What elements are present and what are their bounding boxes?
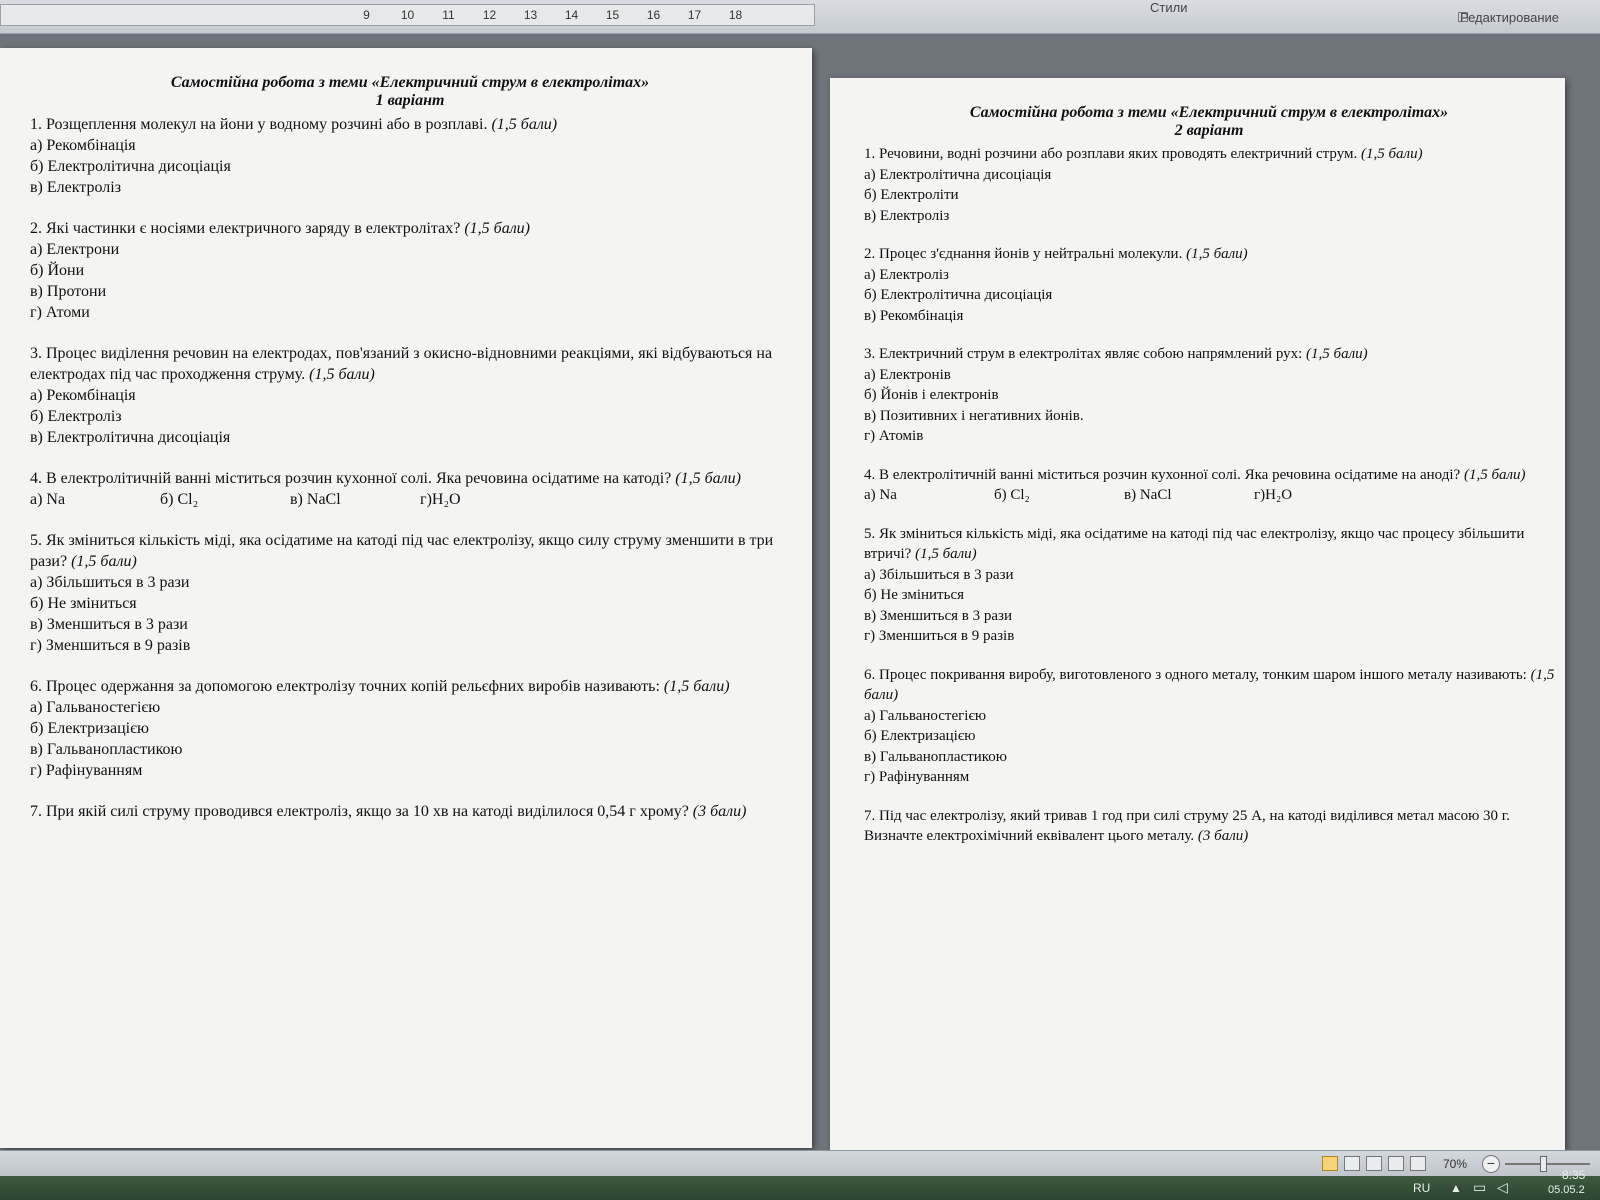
- question-prompt: 3. Електричний струм в електролітах являє собою напрямлений рух:: [864, 346, 1303, 362]
- document-workspace[interactable]: [0, 34, 1600, 1150]
- question-text: [30, 343, 812, 385]
- question-points: (3 бали): [692, 803, 747, 820]
- answer-option: а) Електроліз: [864, 266, 949, 283]
- doc-variant: 1 варіант: [375, 92, 445, 109]
- question-text: [30, 676, 812, 697]
- question-points: (1,5 бали): [1361, 146, 1423, 162]
- ruler-tick-label: 15: [605, 8, 620, 22]
- document-page-variant-2[interactable]: [830, 78, 1565, 1150]
- answer-option: г) Рафінуванням: [30, 762, 143, 779]
- question-text: [864, 665, 1565, 706]
- answer-option: г)H₂O: [420, 491, 461, 508]
- answer-option: а) Гальваностегією: [30, 699, 161, 716]
- answers-row: [864, 485, 1565, 506]
- answer-option: в) Зменшиться в 3 рази: [864, 607, 1012, 624]
- question-block: [30, 114, 812, 198]
- question-block: [864, 806, 1565, 847]
- ruler-tick-label: 9: [363, 8, 370, 22]
- answer-option: б) Електроліз: [30, 408, 122, 425]
- zoom-level[interactable]: 70%: [1443, 1157, 1468, 1171]
- question-block: [30, 218, 812, 323]
- status-bar: [0, 1150, 1600, 1176]
- answer-option: а) Електронів: [864, 366, 951, 383]
- question-text: [30, 801, 812, 822]
- question-text: [864, 244, 1565, 265]
- answer-option: г) Рафінуванням: [864, 769, 970, 785]
- answer-option: г) Атоми: [30, 304, 90, 321]
- question-text: [864, 144, 1565, 165]
- question-block: [30, 530, 812, 656]
- question-points: (1,5 бали): [1186, 246, 1248, 262]
- ribbon: [0, 0, 1600, 34]
- answer-option: б) Електризацією: [30, 720, 149, 737]
- question-prompt: 4. В електролітичній ванні міститься розчин кухонної солі. Яка речовина осідатиме на катоді?: [30, 470, 672, 487]
- print-layout-view-icon[interactable]: [1322, 1156, 1338, 1171]
- answer-option: в) Рекомбінація: [864, 307, 964, 324]
- answer-option: б) Електроліти: [864, 187, 959, 203]
- answer-option: б) Електролітична дисоціація: [30, 158, 231, 175]
- question-points: (1,5 бали): [491, 116, 558, 133]
- question-prompt: 5. Як зміниться кількість міді, яка осідатиме на катоді під час електролізу, якщо силу струму зменшити в три рази?: [30, 532, 774, 570]
- question-points: (1,5 бали): [864, 666, 1555, 703]
- zoom-slider-thumb[interactable]: [1540, 1156, 1547, 1172]
- question-block: [30, 676, 812, 781]
- answer-option: б) Йонів і електронів: [864, 387, 999, 403]
- question-block: [864, 465, 1565, 506]
- question-text: [30, 218, 812, 239]
- answer-option: б) Не зміниться: [30, 595, 137, 612]
- answer-option: а) Збільшиться в 3 рази: [30, 574, 190, 591]
- ruler-tick-label: 17: [687, 8, 702, 22]
- styles-group-label: Стили: [1150, 0, 1188, 15]
- question-list: [864, 144, 1565, 847]
- question-points: (1,5 бали): [675, 470, 741, 487]
- zoom-out-button[interactable]: −: [1482, 1155, 1500, 1173]
- question-prompt: 3. Процес виділення речовин на електродах, пов'язаний з окисно-відновними реакціями, які відбуваються на електродах під час проходження струму.: [30, 345, 773, 383]
- answer-option: г) Зменшиться в 9 разів: [30, 637, 191, 654]
- doc-title: Самостійна робота з теми «Електричний струм в електролітах»: [969, 104, 1449, 121]
- question-points: (3 бали): [1197, 828, 1249, 844]
- answer-option: в) Гальванопластикою: [30, 741, 183, 758]
- draft-view-icon[interactable]: [1410, 1156, 1426, 1171]
- question-text: [30, 468, 812, 489]
- question-prompt: 6. Процес одержання за допомогою електролізу точних копій рельєфних виробів називають:: [30, 678, 660, 695]
- taskbar: [0, 1168, 1600, 1200]
- answers-row: [30, 489, 812, 510]
- question-block: [864, 244, 1565, 326]
- question-prompt: 2. Процес з'єднання йонів у нейтральні молекули.: [864, 246, 1183, 262]
- question-block: [30, 801, 812, 822]
- ruler-tick-label: 10: [400, 8, 415, 22]
- answer-option: в) NaCl: [290, 491, 341, 508]
- answer-option: в) Гальванопластикою: [864, 748, 1007, 765]
- ruler-tick-label: 14: [564, 8, 579, 22]
- network-icon[interactable]: ▭: [1473, 1179, 1487, 1195]
- question-block: [864, 524, 1565, 647]
- answer-option: б) Йони: [30, 262, 85, 279]
- question-points: (1,5 бали): [1463, 466, 1526, 483]
- question-prompt: 6. Процес покривання виробу, виготовленого з одного металу, тонким шаром іншого металу називають:: [864, 666, 1527, 683]
- question-points: (1,5 бали): [71, 553, 137, 570]
- question-prompt: 1. Речовини, водні розчини або розплави яких проводять електричний струм.: [864, 146, 1358, 162]
- answer-option: а) Гальваностегією: [864, 707, 987, 724]
- answer-option: г) Зменшиться в 9 разів: [864, 628, 1015, 644]
- question-prompt: 1. Розщеплення молекул на йони у водному розчині або в розплаві.: [30, 116, 488, 133]
- doc-title: Самостійна робота з теми «Електричний струм в електролітах»: [170, 74, 650, 91]
- question-text: [864, 344, 1565, 365]
- answer-option: в) Протони: [30, 283, 107, 300]
- ruler-tick-label: 11: [442, 8, 455, 22]
- question-block: [30, 468, 812, 510]
- question-prompt: 2. Які частинки є носіями електричного заряду в електролітах?: [30, 220, 461, 237]
- question-text: [30, 530, 812, 572]
- question-points: (1,5 бали): [1306, 346, 1368, 362]
- answer-option: в) Електролітична дисоціація: [30, 429, 231, 446]
- question-points: (1,5 бали): [309, 366, 375, 383]
- document-page-variant-1[interactable]: [0, 48, 812, 1148]
- answer-option: г)H₂O: [1254, 487, 1293, 503]
- zoom-slider-track[interactable]: [1505, 1163, 1590, 1165]
- answer-option: в) Позитивних і негативних йонів.: [864, 407, 1084, 424]
- question-list: [30, 114, 812, 822]
- ruler-tick-label: 12: [482, 8, 497, 22]
- question-text: [864, 806, 1565, 847]
- clock-time[interactable]: 8:35: [1562, 1168, 1586, 1182]
- show-hidden-icons-icon[interactable]: ▲: [1450, 1181, 1462, 1195]
- answer-option: в) Електроліз: [30, 179, 122, 196]
- question-points: (1,5 бали): [464, 220, 530, 237]
- outline-view-icon[interactable]: [1388, 1156, 1404, 1171]
- answer-option: в) Електроліз: [864, 207, 950, 224]
- answer-option: г) Атомів: [864, 428, 924, 444]
- answer-option: а) Електрони: [30, 241, 120, 258]
- question-prompt: 4. В електролітичній ванні міститься розчин кухонної солі. Яка речовина осідатиме на аноді?: [864, 466, 1461, 483]
- ruler-tick-label: 18: [728, 8, 743, 22]
- question-block: [30, 343, 812, 448]
- ruler-tick-label: 16: [646, 8, 661, 22]
- question-text: [864, 465, 1565, 486]
- question-text: [30, 114, 812, 135]
- answer-option: а) Рекомбінація: [30, 137, 136, 154]
- answer-option: б) Cl₂: [160, 491, 199, 508]
- answer-option: б) Не зміниться: [864, 587, 964, 603]
- volume-icon[interactable]: ◁: [1497, 1179, 1508, 1195]
- question-points: (1,5 бали): [915, 546, 977, 562]
- answer-option: а) Збільшиться в 3 рази: [864, 566, 1014, 583]
- question-prompt: 7. При якій силі струму проводився електроліз, якщо за 10 хв на катоді виділилося 0,54 г хрому?: [30, 803, 689, 820]
- horizontal-ruler[interactable]: [0, 4, 815, 26]
- question-block: [864, 665, 1565, 788]
- answer-option: а) Na: [864, 487, 897, 503]
- answer-option: б) Cl₂: [994, 487, 1030, 503]
- language-indicator[interactable]: RU: [1413, 1181, 1431, 1195]
- doc-variant: 2 варіант: [1174, 122, 1244, 139]
- question-block: [864, 344, 1565, 447]
- answer-option: в) NaCl: [1124, 487, 1172, 503]
- answer-option: в) Зменшиться в 3 рази: [30, 616, 188, 633]
- answer-option: а) Na: [30, 491, 66, 508]
- answer-option: а) Рекомбінація: [30, 387, 136, 404]
- question-points: (1,5 бали): [663, 678, 730, 695]
- question-text: [864, 524, 1565, 565]
- answer-option: а) Електролітична дисоціація: [864, 166, 1052, 183]
- editing-button[interactable]: Редактирование: [1460, 10, 1560, 25]
- clock-date[interactable]: 05.05.2: [1548, 1184, 1585, 1196]
- full-screen-reading-view-icon[interactable]: [1344, 1156, 1360, 1171]
- ruler-tick-label: 13: [523, 8, 538, 22]
- answer-option: б) Електролітична дисоціація: [864, 287, 1053, 303]
- answer-option: б) Електризацією: [864, 728, 976, 744]
- question-block: [864, 144, 1565, 226]
- question-prompt: 5. Як зміниться кількість міді, яка осідатиме на катоді під час електролізу, якщо час процесу збільшити втричі?: [864, 525, 1525, 562]
- question-prompt: 7. Під час електролізу, який тривав 1 год при силі струму 25 А, на катоді виділився метал масою 30 г. Визначте електрохімічний еквівалент цього металу.: [864, 807, 1511, 844]
- web-layout-view-icon[interactable]: [1366, 1156, 1382, 1171]
